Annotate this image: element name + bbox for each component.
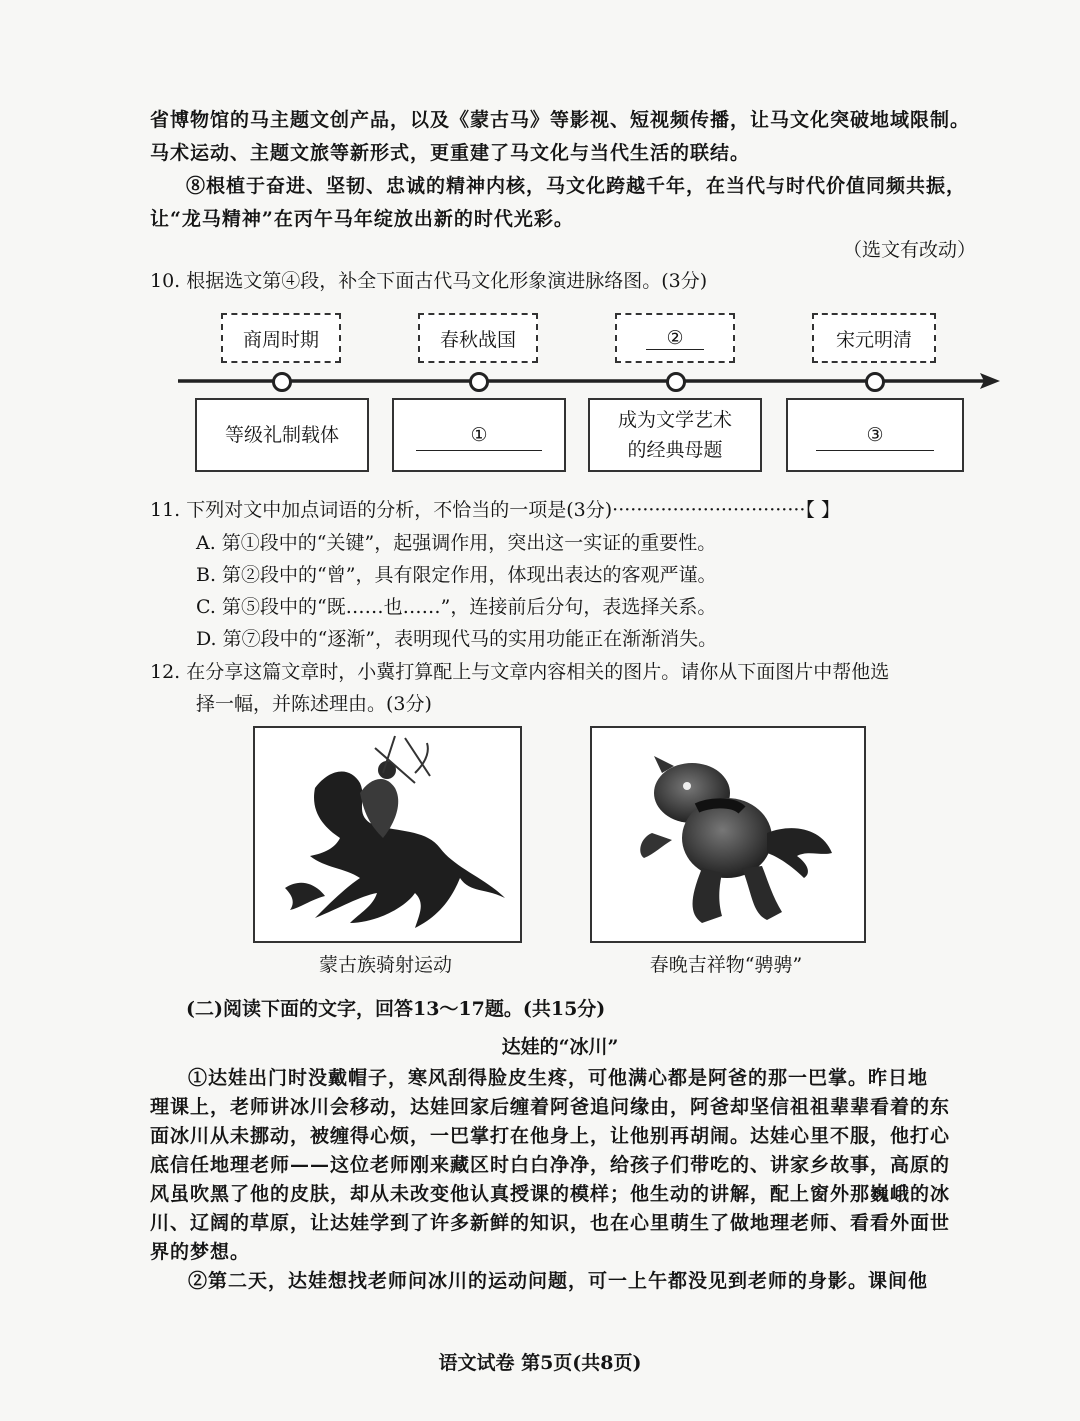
- era-box: [615, 313, 735, 363]
- cartoon-horse-mascot-icon: [592, 728, 864, 941]
- passage-title: 达娃的“冰川”: [501, 1036, 619, 1058]
- question-10: 10. 根据选文第④段，补全下面古代马文化形象演进脉络图。(3分): [150, 270, 708, 292]
- text-line: 省博物馆的马主题文创产品，以及《蒙古马》等影视、短视频传播，让马文化突破地域限制。: [150, 109, 971, 131]
- question-12-cont: 择一幅，并陈述理由。(3分): [196, 693, 432, 715]
- text-line: 川、辽阔的草原，让达娃学到了许多新鲜的知识，也在心里萌生了做地理老师、看看外面世: [150, 1212, 951, 1234]
- source-note: （选文有改动）: [842, 239, 976, 261]
- text-line: ①达娃出门时没戴帽子，寒风刮得脸皮生疼，可他满心都是阿爸的那一巴掌。昨日地: [188, 1067, 929, 1089]
- text-line: 底信任地理老师——这位老师刚来藏区时白白净净，给孩子们带吃的、讲家乡故事，高原的: [150, 1154, 951, 1176]
- passage-body: [150, 1064, 950, 1296]
- text-line: 理课上，老师讲冰川会移动，达娃回家后缠着阿爸追问缘由，阿爸却坚信祖祖辈辈看着的东: [150, 1096, 951, 1118]
- image-caption: 蒙古族骑射运动: [318, 954, 452, 976]
- desc-box: [786, 398, 964, 472]
- era-box: [812, 313, 936, 363]
- timeline-node: [272, 372, 292, 392]
- blank-1[interactable]: ①: [416, 420, 541, 451]
- option-c[interactable]: C. 第⑤段中的“既……也……”，连接前后分句，表选择关系。: [196, 596, 717, 618]
- mascot-image[interactable]: [590, 726, 866, 943]
- desc-box: [588, 398, 762, 472]
- text-line: 让“龙马精神”在丙午马年绽放出新的时代光彩。: [150, 208, 574, 230]
- era-box: [221, 313, 341, 363]
- image-caption: 春晚吉祥物“骋骋”: [649, 954, 803, 976]
- desc-label: 等级礼制载体: [224, 424, 339, 446]
- desc-label: 成为文学艺术: [617, 409, 732, 431]
- text-line: 马术运动、主题文旅等新形式，更重建了马文化与当代生活的联结。: [150, 142, 751, 164]
- text-line: 风虽吹黑了他的皮肤，却从未改变他认真授课的模样；他生动的讲解，配上窗外那巍峨的冰: [150, 1183, 951, 1205]
- page-footer: 语文试卷 第5页(共8页): [438, 1352, 642, 1374]
- timeline-node: [666, 372, 686, 392]
- desc-box: [392, 398, 566, 472]
- desc-label: 的经典母题: [627, 439, 723, 461]
- era-label: 春秋战国: [439, 328, 516, 351]
- text-line: 界的梦想。: [150, 1241, 251, 1263]
- option-b[interactable]: B. 第②段中的“曾”，具有限定作用，体现出表达的客观严谨。: [196, 564, 717, 586]
- text-line: 面冰川从未挪动，被缠得心烦，一巴掌打在他身上，让他别再胡闹。达娃心里不服，他打心: [150, 1125, 951, 1147]
- option-a[interactable]: A. 第①段中的“关键”，起强调作用，突出这一实证的重要性。: [196, 532, 717, 554]
- era-box: [418, 313, 538, 363]
- timeline-node: [865, 372, 885, 392]
- text-line: ②第二天，达娃想找老师问冰川的运动问题，可一上午都没见到老师的身影。课间他: [188, 1270, 929, 1292]
- top-paragraph: [150, 106, 970, 234]
- question-12: 12. 在分享这篇文章时，小冀打算配上与文章内容相关的图片。请你从下面图片中帮他选: [150, 661, 890, 683]
- ink-horse-rider-icon: [255, 728, 520, 941]
- blank-2[interactable]: ②: [646, 327, 703, 350]
- text-line: ⑧根植于奋进、坚韧、忠诚的精神内核，马文化跨越千年，在当代与时代价值同频共振，: [186, 175, 967, 197]
- timeline-node: [469, 372, 489, 392]
- blank-3[interactable]: ③: [816, 420, 933, 451]
- desc-box: [195, 398, 369, 472]
- section-heading: (二)阅读下面的文字，回答13～17题。(共15分): [186, 998, 606, 1020]
- question-11: 11. 下列对文中加点词语的分析，不恰当的一项是(3分)································【 】: [150, 499, 840, 521]
- horse-archery-image[interactable]: [253, 726, 522, 943]
- era-label: 宋元明清: [835, 328, 912, 351]
- era-label: 商周时期: [242, 328, 319, 351]
- option-d[interactable]: D. 第⑦段中的“逐渐”，表明现代马的实用功能正在渐渐消失。: [196, 628, 718, 650]
